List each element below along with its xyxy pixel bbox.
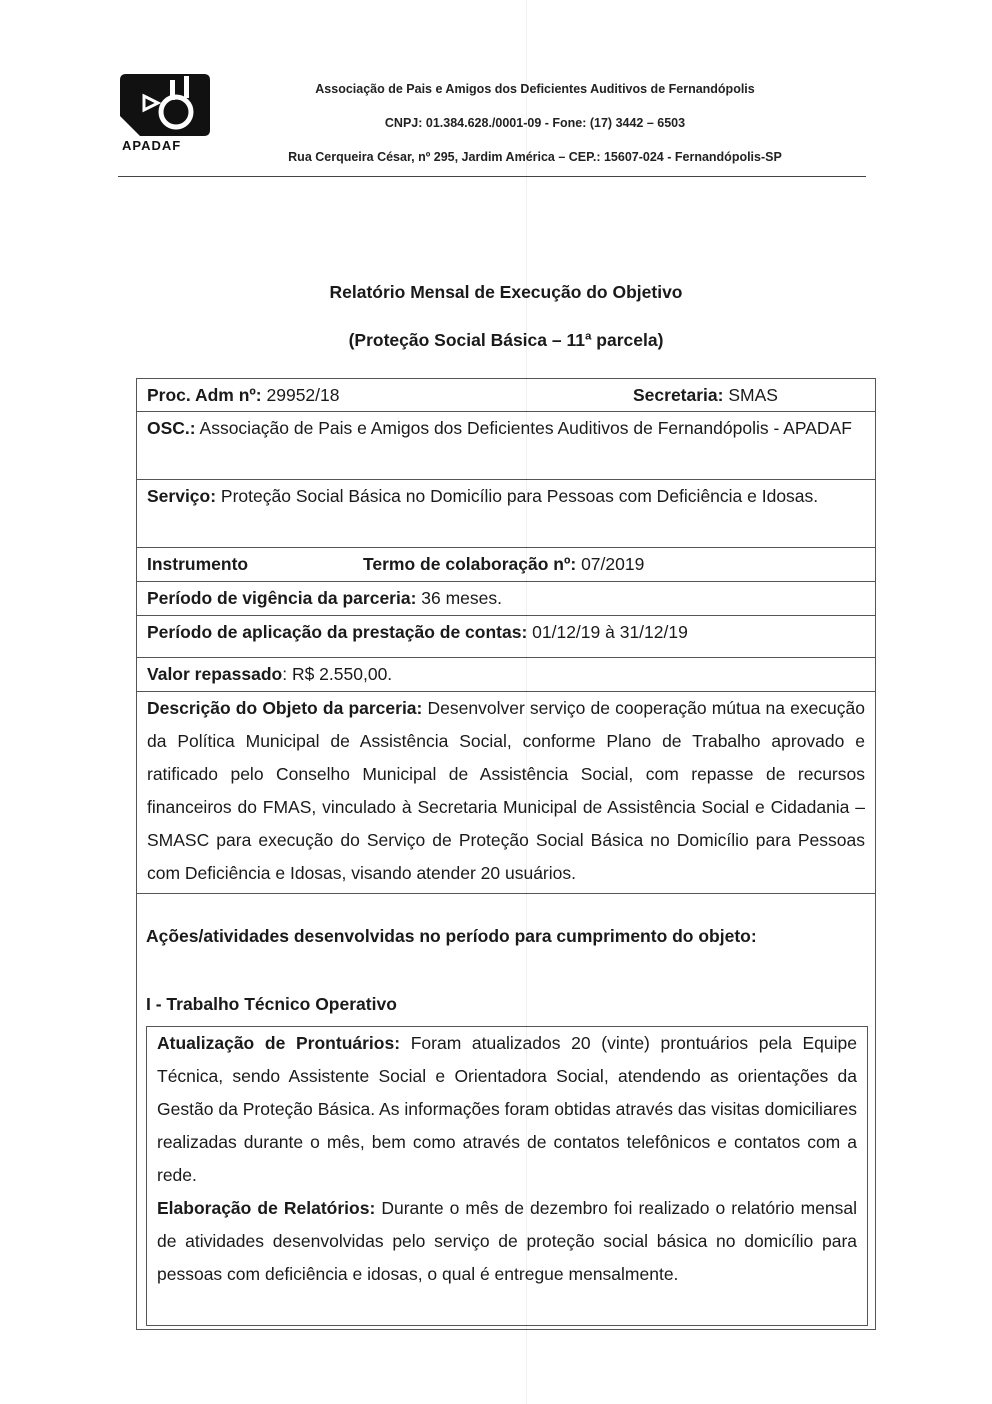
descricao-label: Descrição do Objeto da parceria: xyxy=(147,698,423,718)
item-prontuarios xyxy=(157,1027,857,1192)
instrumento-row xyxy=(136,548,876,582)
cnpj-line: CNPJ: 01.384.628./0001-09 - Fone: (17) 3442 – 6503 xyxy=(384,116,686,130)
item1-label: Atualização de Prontuários: xyxy=(157,1033,401,1053)
servico-label: Serviço: xyxy=(147,486,217,506)
item-relatorios xyxy=(157,1192,857,1291)
descricao-row xyxy=(136,692,876,894)
secretaria-value: SMAS xyxy=(723,385,778,405)
report-title: Relatório Mensal de Execução do Objetivo xyxy=(329,282,683,302)
org-name: Associação de Pais e Amigos dos Deficientes Auditivos de Fernandópolis xyxy=(315,82,755,96)
item1-text: Foram atualizados 20 (vinte) prontuários pela Equipe Técnica, sendo Assistente Social e Orientadora Social, atendendo as orientações da Gestão da Proteção Básica. As informações foram obtidas através das visitas domiciliares realizadas durante o mês, bem como através de contatos telefônicos e contatos com a rede. xyxy=(157,1033,858,1185)
scan-fold-line xyxy=(526,0,527,1404)
report-subtitle: (Proteção Social Básica – 11ª parcela) xyxy=(348,330,664,350)
termo-value: 07/2019 xyxy=(576,554,645,574)
aplicacao-label: Período de aplicação da prestação de contas: xyxy=(147,622,528,642)
valor-row xyxy=(136,658,876,692)
vigencia-row xyxy=(136,582,876,616)
vigencia-value: 36 meses. xyxy=(416,588,503,608)
apadaf-logo-icon xyxy=(118,72,212,138)
aplicacao-value: 01/12/19 à 31/12/19 xyxy=(527,622,688,642)
proc-label: Proc. Adm nº: xyxy=(147,385,262,405)
valor-label: Valor repassado xyxy=(147,664,283,684)
instrumento-label: Instrumento xyxy=(147,554,249,574)
address-line: Rua Cerqueira César, nº 295, Jardim América – CEP.: 15607-024 - Fernandópolis-SP xyxy=(288,150,782,164)
acoes-heading: Ações/atividades desenvolvidas no período para cumprimento do objeto: xyxy=(146,926,757,946)
aplicacao-row xyxy=(136,616,876,658)
osc-value: Associação de Pais e Amigos dos Deficientes Auditivos de Fernandópolis - APADAF xyxy=(195,418,852,438)
osc-label: OSC.: xyxy=(147,418,196,438)
valor-value: : R$ 2.550,00. xyxy=(282,664,393,684)
proc-value: 29952/18 xyxy=(261,385,340,405)
item2-label: Elaboração de Relatórios: xyxy=(157,1198,376,1218)
section-title: I - Trabalho Técnico Operativo xyxy=(146,994,397,1014)
vigencia-label: Período de vigência da parceria: xyxy=(147,588,417,608)
header-divider xyxy=(118,176,866,177)
activities-box xyxy=(146,1026,868,1326)
item2-text: Durante o mês de dezembro foi realizado o relatório mensal de atividades desenvolvidas pelo serviço de proteção social básica no domicílio para pessoas com deficiência e idosas, o qual é entregue mensalmente. xyxy=(157,1198,857,1284)
osc-row xyxy=(136,412,876,480)
logo-text: APADAF xyxy=(122,138,182,153)
proc-row xyxy=(136,378,876,412)
termo-label: Termo de colaboração nº: xyxy=(363,554,577,574)
servico-row xyxy=(136,480,876,548)
secretaria-label: Secretaria: xyxy=(633,385,724,405)
servico-value: Proteção Social Básica no Domicílio para Pessoas com Deficiência e Idosas. xyxy=(216,486,819,506)
descricao-value: Desenvolver serviço de cooperação mútua na execução da Política Municipal de Assistência Social, conforme Plano de Trabalho aprovado e ratificado pelo Conselho Municipal de Assistência Social, com repasse de recursos financeiros do FMAS, vinculado à Secretaria Municipal de Assistência Social e Cidadania – SMASC para execução do Serviço de Proteção Social Básica no Domicílio para Pessoas com Deficiência e Idosas, visando atender 20 usuários. xyxy=(147,698,865,883)
